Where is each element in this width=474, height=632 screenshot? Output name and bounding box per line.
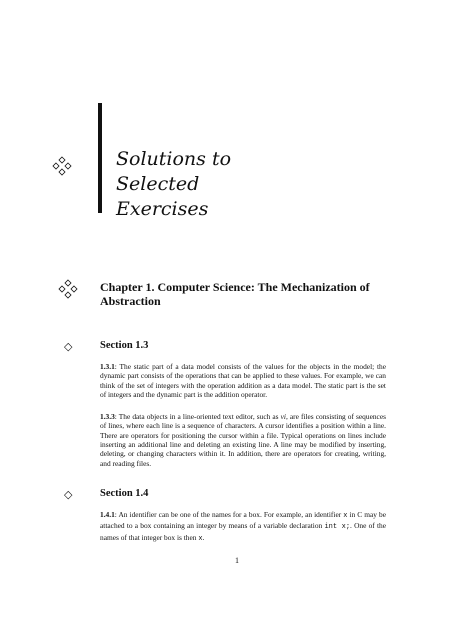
- exercise-text: .: [202, 532, 205, 542]
- diamond-icon: ◇: [64, 340, 73, 353]
- exercise-1-3-3: [100, 412, 386, 468]
- exercise-number: 1.3.1: [100, 362, 115, 371]
- diamond-icon: ◇: [64, 488, 73, 501]
- section-heading: Section 1.3: [100, 340, 149, 351]
- exercise-1-3-1: [100, 362, 386, 399]
- title-line-1: Solutions to: [116, 148, 232, 170]
- exercise-number: 1.3.3: [100, 412, 115, 421]
- exercise-text: : The data objects in a line-oriented text editor, such as: [114, 412, 281, 421]
- exercise-number: 1.4.1: [100, 510, 115, 519]
- code-identifier: x: [343, 512, 348, 520]
- section-heading: Section 1.4: [100, 488, 149, 499]
- exercise-text: . One of the names of that integer box is then: [100, 521, 386, 542]
- code-identifier: x: [198, 534, 203, 543]
- exercise-emphasis: vi: [280, 412, 286, 421]
- four-diamond-ornament-icon: [58, 279, 78, 299]
- code-declaration: int x;: [324, 523, 351, 532]
- title-line-2: Selected: [116, 173, 200, 195]
- title-line-3: Exercises: [116, 198, 209, 220]
- page-number: 1: [235, 556, 239, 565]
- exercise-1-4-1: [100, 510, 386, 544]
- exercise-text: : An identifier can be one of the names for a box. For example, an identifier: [114, 510, 344, 519]
- four-diamond-ornament-icon: [52, 156, 72, 176]
- exercise-text: : The static part of a data model consists of the values for the objects in the model; the dynamic part consists of the operations that can be applied to these values. For example, we can think of the set of integers with the operation addition as a data model. The static part is the set of integers and the dynamic part is the addition operator.: [100, 362, 386, 400]
- chapter-title: Chapter 1. Computer Science: The Mechanization of Abstraction: [100, 280, 370, 308]
- title-rule: [98, 103, 102, 213]
- exercise-text: , are files consisting of sequences of lines, where each line is a sequence of characters. A cursor identifies a position within a line. There are operators for positioning the cursor within a file. Typical operations on lines include inserting an additional line and deleting an existing line. A line may be modified by inserting, deleting, or changing characters within it. In addition, there are operators for creating, writing, and reading files.: [100, 412, 386, 468]
- page-title: [116, 147, 231, 222]
- exercise-text: in C may be attached to a box containing an integer by means of a variable declaration: [100, 510, 386, 531]
